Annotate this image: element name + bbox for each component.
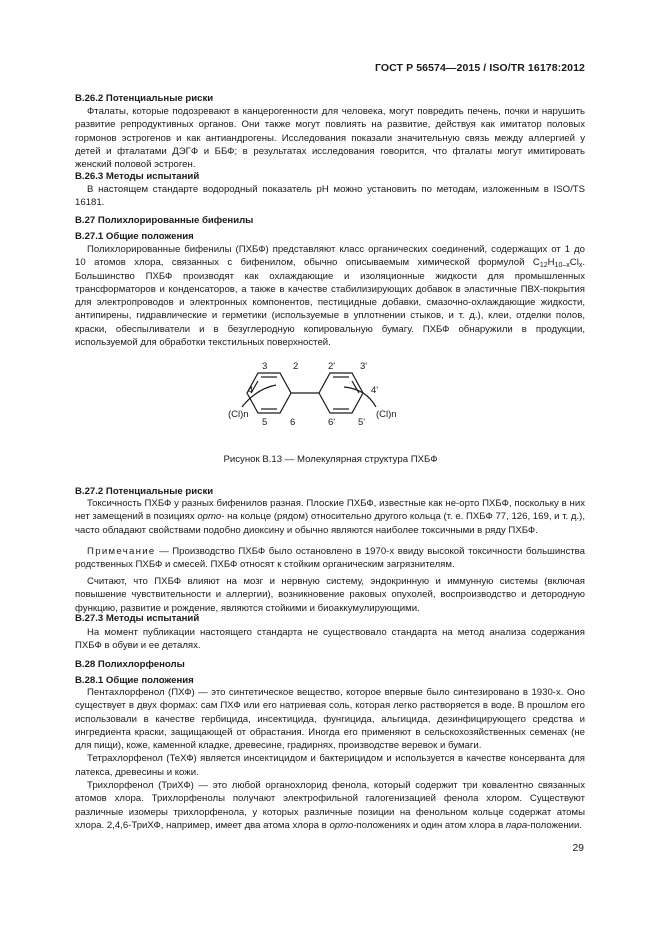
formula-subscript: 12 [539, 262, 548, 270]
figure-caption: Рисунок В.13 — Молекулярная структура ПХБФ [223, 454, 438, 465]
heading-b27: В.27 Полихлорированные бифенилы [75, 215, 254, 226]
section-b27-1 [75, 243, 585, 349]
section-b27-2 [75, 497, 585, 537]
left-cl-group-label: (Cl)n [228, 409, 249, 420]
heading-b28: В.28 Полихлорфенолы [75, 659, 185, 670]
paragraph: На момент публикации настоящего стандарта не существовало стандарта на метод анализа содержания ПХБФ в обуви и ее деталях. [75, 627, 585, 652]
note-text: — Производство ПХБФ было остановлено в 1970-х ввиду высокой токсичности большинства родственных ПХБФ и смесей. ПХБФ относят к стойким органическим загрязнителям. [75, 546, 585, 571]
atom-label-5: 5 [262, 417, 268, 428]
atom-label-5-prime: 5' [358, 417, 366, 428]
formula-subscript: 10–x [554, 262, 570, 270]
section-b27-2-continued [75, 575, 585, 615]
heading-b26-3: В.26.3 Методы испытаний [75, 171, 200, 182]
paragraph [75, 497, 585, 537]
page-number: 29 [572, 842, 584, 854]
italic-term: пара [505, 819, 528, 831]
text: Трихлорфенол (ТриХФ) — это любой органохлорид фенола, который содержит три ковалентно связанных атомов хлора. Трихлорфенолы получают электрофильной галогенизацией фенола хлором. Существуют различные изомеры трихлорфенола, у которых различные позиции на фенольном кольце содержат атомы хлора. 2,4,6-ТриХФ, например, имеет два атома хлора в [75, 780, 585, 831]
paragraph: Фталаты, которые подозревают в канцерогенности для человека, могут повредить печень, почки и нарушить развитие репродуктивных органов. Они также могут повлиять на развитие, действуя как имитатор половых гормонов эстрогенов и как антиандрогены. Исследования показали значительную связь между аллергией у детей и фталатами ДЭГФ и ББФ; в результатах исследования говорится, что фталаты могут имитировать женский половой эстроген. [75, 106, 585, 171]
paragraph [75, 243, 585, 349]
right-benzene-ring [319, 373, 363, 413]
note-label: Примечание [87, 546, 156, 557]
italic-term: орто [329, 819, 354, 831]
atom-label-4: 4 [248, 385, 254, 396]
right-cl-group-label: (Cl)n [376, 409, 397, 420]
text: . Большинство ПХБФ производят как охлаждающие и изоляционные жидкости для промышленных трансформаторов и конденсаторов, а также в качестве стабилизирующих добавок в эластичные ПВХ-покрытия для электропроводов и электронных компонентов, пестицидные добавки, смазочно-охлаждающие жидкости, антипирены, гидравлические и герметики (используемые в уплотнении стыков, и т. д.), клеи, отделки полов, краски, обеспыливатели и в безуглеродную копировальную бумагу. ПХБФ обнаружили в продукции, используемой для обработки текстильных поверхностей. [75, 257, 585, 349]
section-b28-1 [75, 686, 585, 832]
text: -положениях и один атом хлора в [353, 819, 506, 831]
text: H [547, 257, 555, 269]
paragraph [75, 779, 585, 832]
heading-b27-2: В.27.2 Потенциальные риски [75, 486, 214, 497]
heading-b28-1: В.28.1 Общие положения [75, 675, 194, 686]
formula-subscript: x [578, 262, 583, 270]
atom-label-6-prime: 6' [328, 417, 336, 428]
heading-b26-2: В.26.2 Потенциальные риски [75, 93, 214, 104]
section-b27-3 [75, 626, 585, 653]
atom-label-2: 2 [293, 361, 299, 372]
document-header: ГОСТ Р 56574—2015 / ISO/TR 16178:2012 [374, 62, 585, 74]
text: -положении. [527, 819, 583, 831]
text: Cl [569, 257, 579, 269]
atom-label-4-prime: 4' [371, 385, 379, 396]
note [75, 545, 585, 572]
paragraph: Тетрахлорфенол (ТеХФ) является инсектицидом и бактерицидом и используется в качестве консерванта для латекса, древесины и кожи. [75, 753, 585, 778]
atom-label-3: 3 [262, 361, 268, 372]
section-b26-2 [75, 105, 585, 171]
heading-b27-3: В.27.3 Методы испытаний [75, 613, 200, 624]
heading-b27-1: В.27.1 Общие положения [75, 231, 194, 242]
italic-term: орто [197, 511, 222, 523]
paragraph: В настоящем стандарте водородный показатель pH можно установить по методам, изложенным в ISO/TS 16181. [75, 184, 585, 209]
text: Полихлорированные бифенилы (ПХБФ) представляют класс органических соединений, содержащих от 1 до 10 атомов хлора, связанных с бифенилом, обычно описываемым химической формулой C [75, 244, 585, 269]
paragraph: Пентахлорфенол (ПХФ) — это синтетическое вещество, которое впервые было синтезировано в 1930-х. Оно существует в двух формах: сам ПХФ или его натриевая соль, которая легко растворяется в воде. В прошлом его использовали в качестве гербицида, инсектицида, фунгицида, альгицида, дезинфицирующего средства и ингредиента краски, защищающей от обрастания. Иногда его применяют в сельскохозяйственных семенах (не для пищи), коже, каменной кладке, древесине, градирнях, производстве веревок и бумаги. [75, 687, 585, 752]
note-paragraph [75, 545, 585, 572]
section-b26-3 [75, 183, 585, 210]
atom-label-3-prime: 3' [360, 361, 368, 372]
left-benzene-ring [247, 373, 291, 413]
biphenyl-structure-figure [226, 357, 406, 429]
paragraph: Считают, что ПХБФ влияют на мозг и нервную систему, эндокринную и иммунную системы (включая повышение чувствительности и аллергии), возникновение раковых опухолей, воспроизводство и детородную функцию, развитие и рождение, являются стойкими и биоаккумулирующими. [75, 576, 585, 614]
atom-label-2-prime: 2' [328, 361, 336, 372]
text: - на кольце (рядом) относительно другого кольца (т. е. ПХБФ 77, 126, 169, и т. д.), часто обладают свойствами подобно диоксину и обычно являются наиболее токсичными в ряду ПХБФ. [75, 511, 585, 536]
atom-label-6: 6 [290, 417, 296, 428]
text: Токсичность ПХБФ у разных бифенилов разная. Плоские ПХБФ, известные как не-орто ПХБФ, поскольку в них нет замещений в позициях [75, 498, 585, 523]
